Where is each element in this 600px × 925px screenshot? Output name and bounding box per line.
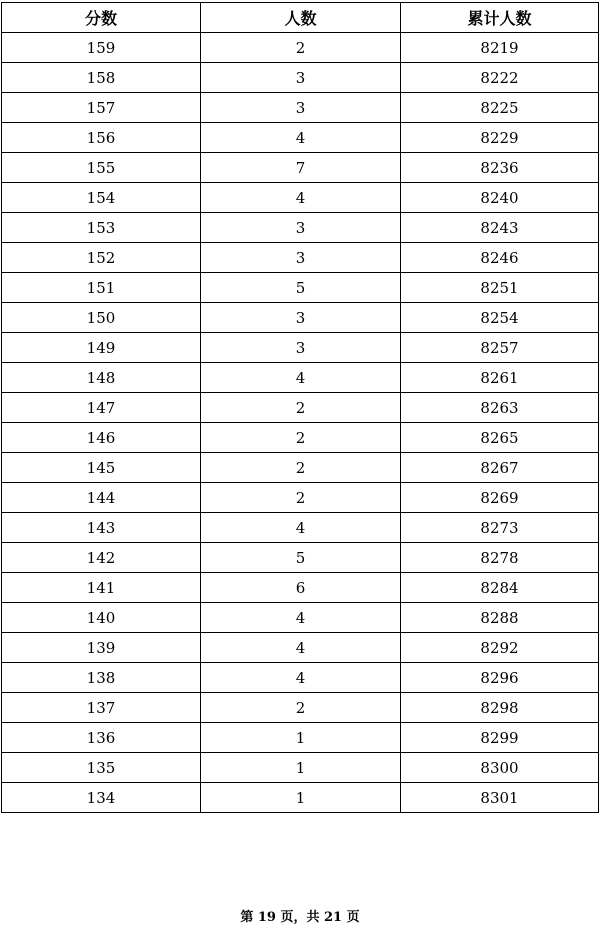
cumulative-cell: 8288 xyxy=(401,603,599,633)
score-cell: 142 xyxy=(2,543,201,573)
cumulative-cell: 8267 xyxy=(401,453,599,483)
count-cell: 4 xyxy=(201,123,401,153)
count-cell: 1 xyxy=(201,783,401,813)
table-row xyxy=(2,93,599,123)
table-row xyxy=(2,63,599,93)
count-cell: 3 xyxy=(201,333,401,363)
table-row xyxy=(2,123,599,153)
table-row xyxy=(2,753,599,783)
count-cell: 2 xyxy=(201,423,401,453)
table-row xyxy=(2,453,599,483)
count-cell: 3 xyxy=(201,303,401,333)
table-row xyxy=(2,693,599,723)
cumulative-cell: 8284 xyxy=(401,573,599,603)
cumulative-cell: 8254 xyxy=(401,303,599,333)
score-cell: 136 xyxy=(2,723,201,753)
score-cell: 158 xyxy=(2,63,201,93)
score-cell: 154 xyxy=(2,183,201,213)
score-cell: 156 xyxy=(2,123,201,153)
table-row xyxy=(2,273,599,303)
cumulative-cell: 8273 xyxy=(401,513,599,543)
table-row xyxy=(2,573,599,603)
score-cell: 135 xyxy=(2,753,201,783)
header-score: 分数 xyxy=(2,3,201,33)
count-cell: 4 xyxy=(201,663,401,693)
table-row xyxy=(2,783,599,813)
cumulative-cell: 8300 xyxy=(401,753,599,783)
score-cell: 140 xyxy=(2,603,201,633)
count-cell: 2 xyxy=(201,483,401,513)
score-cell: 152 xyxy=(2,243,201,273)
table-row xyxy=(2,603,599,633)
cumulative-cell: 8236 xyxy=(401,153,599,183)
table-row xyxy=(2,153,599,183)
header-count: 人数 xyxy=(201,3,401,33)
cumulative-cell: 8229 xyxy=(401,123,599,153)
cumulative-cell: 8261 xyxy=(401,363,599,393)
count-cell: 3 xyxy=(201,243,401,273)
score-cell: 139 xyxy=(2,633,201,663)
score-cell: 155 xyxy=(2,153,201,183)
table-row xyxy=(2,213,599,243)
cumulative-cell: 8251 xyxy=(401,273,599,303)
count-cell: 1 xyxy=(201,753,401,783)
count-cell: 6 xyxy=(201,573,401,603)
score-cell: 143 xyxy=(2,513,201,543)
score-cell: 153 xyxy=(2,213,201,243)
cumulative-cell: 8299 xyxy=(401,723,599,753)
count-cell: 4 xyxy=(201,363,401,393)
score-cell: 141 xyxy=(2,573,201,603)
table-row xyxy=(2,513,599,543)
cumulative-cell: 8292 xyxy=(401,633,599,663)
table-row xyxy=(2,363,599,393)
score-cell: 137 xyxy=(2,693,201,723)
table-row xyxy=(2,243,599,273)
cumulative-cell: 8301 xyxy=(401,783,599,813)
table-row xyxy=(2,663,599,693)
header-cumulative: 累计人数 xyxy=(401,3,599,33)
cumulative-cell: 8246 xyxy=(401,243,599,273)
score-cell: 151 xyxy=(2,273,201,303)
table-row xyxy=(2,723,599,753)
table-row xyxy=(2,633,599,663)
header-row xyxy=(2,3,599,33)
count-cell: 3 xyxy=(201,213,401,243)
count-cell: 5 xyxy=(201,543,401,573)
count-cell: 1 xyxy=(201,723,401,753)
table-row xyxy=(2,483,599,513)
count-cell: 4 xyxy=(201,603,401,633)
score-cell: 149 xyxy=(2,333,201,363)
score-cell: 159 xyxy=(2,33,201,63)
count-cell: 3 xyxy=(201,63,401,93)
score-cell: 157 xyxy=(2,93,201,123)
count-cell: 4 xyxy=(201,513,401,543)
count-cell: 4 xyxy=(201,633,401,663)
cumulative-cell: 8278 xyxy=(401,543,599,573)
score-cell: 138 xyxy=(2,663,201,693)
cumulative-cell: 8269 xyxy=(401,483,599,513)
cumulative-cell: 8263 xyxy=(401,393,599,423)
cumulative-cell: 8240 xyxy=(401,183,599,213)
cumulative-cell: 8243 xyxy=(401,213,599,243)
cumulative-cell: 8222 xyxy=(401,63,599,93)
count-cell: 5 xyxy=(201,273,401,303)
page-footer: 第 19 页，共 21 页 xyxy=(240,910,360,925)
score-table xyxy=(1,2,599,813)
score-cell: 134 xyxy=(2,783,201,813)
score-cell: 145 xyxy=(2,453,201,483)
table-header xyxy=(2,3,599,33)
table-row xyxy=(2,393,599,423)
cumulative-cell: 8219 xyxy=(401,33,599,63)
table-row xyxy=(2,303,599,333)
count-cell: 2 xyxy=(201,393,401,423)
table-row xyxy=(2,33,599,63)
score-cell: 144 xyxy=(2,483,201,513)
count-cell: 2 xyxy=(201,453,401,483)
table-row xyxy=(2,543,599,573)
table-body xyxy=(2,33,599,813)
table-row xyxy=(2,333,599,363)
count-cell: 2 xyxy=(201,693,401,723)
score-cell: 150 xyxy=(2,303,201,333)
count-cell: 3 xyxy=(201,93,401,123)
table-row xyxy=(2,183,599,213)
cumulative-cell: 8257 xyxy=(401,333,599,363)
count-cell: 2 xyxy=(201,33,401,63)
table-row xyxy=(2,423,599,453)
score-cell: 147 xyxy=(2,393,201,423)
cumulative-cell: 8225 xyxy=(401,93,599,123)
count-cell: 4 xyxy=(201,183,401,213)
cumulative-cell: 8265 xyxy=(401,423,599,453)
cumulative-cell: 8298 xyxy=(401,693,599,723)
count-cell: 7 xyxy=(201,153,401,183)
cumulative-cell: 8296 xyxy=(401,663,599,693)
score-cell: 146 xyxy=(2,423,201,453)
score-cell: 148 xyxy=(2,363,201,393)
